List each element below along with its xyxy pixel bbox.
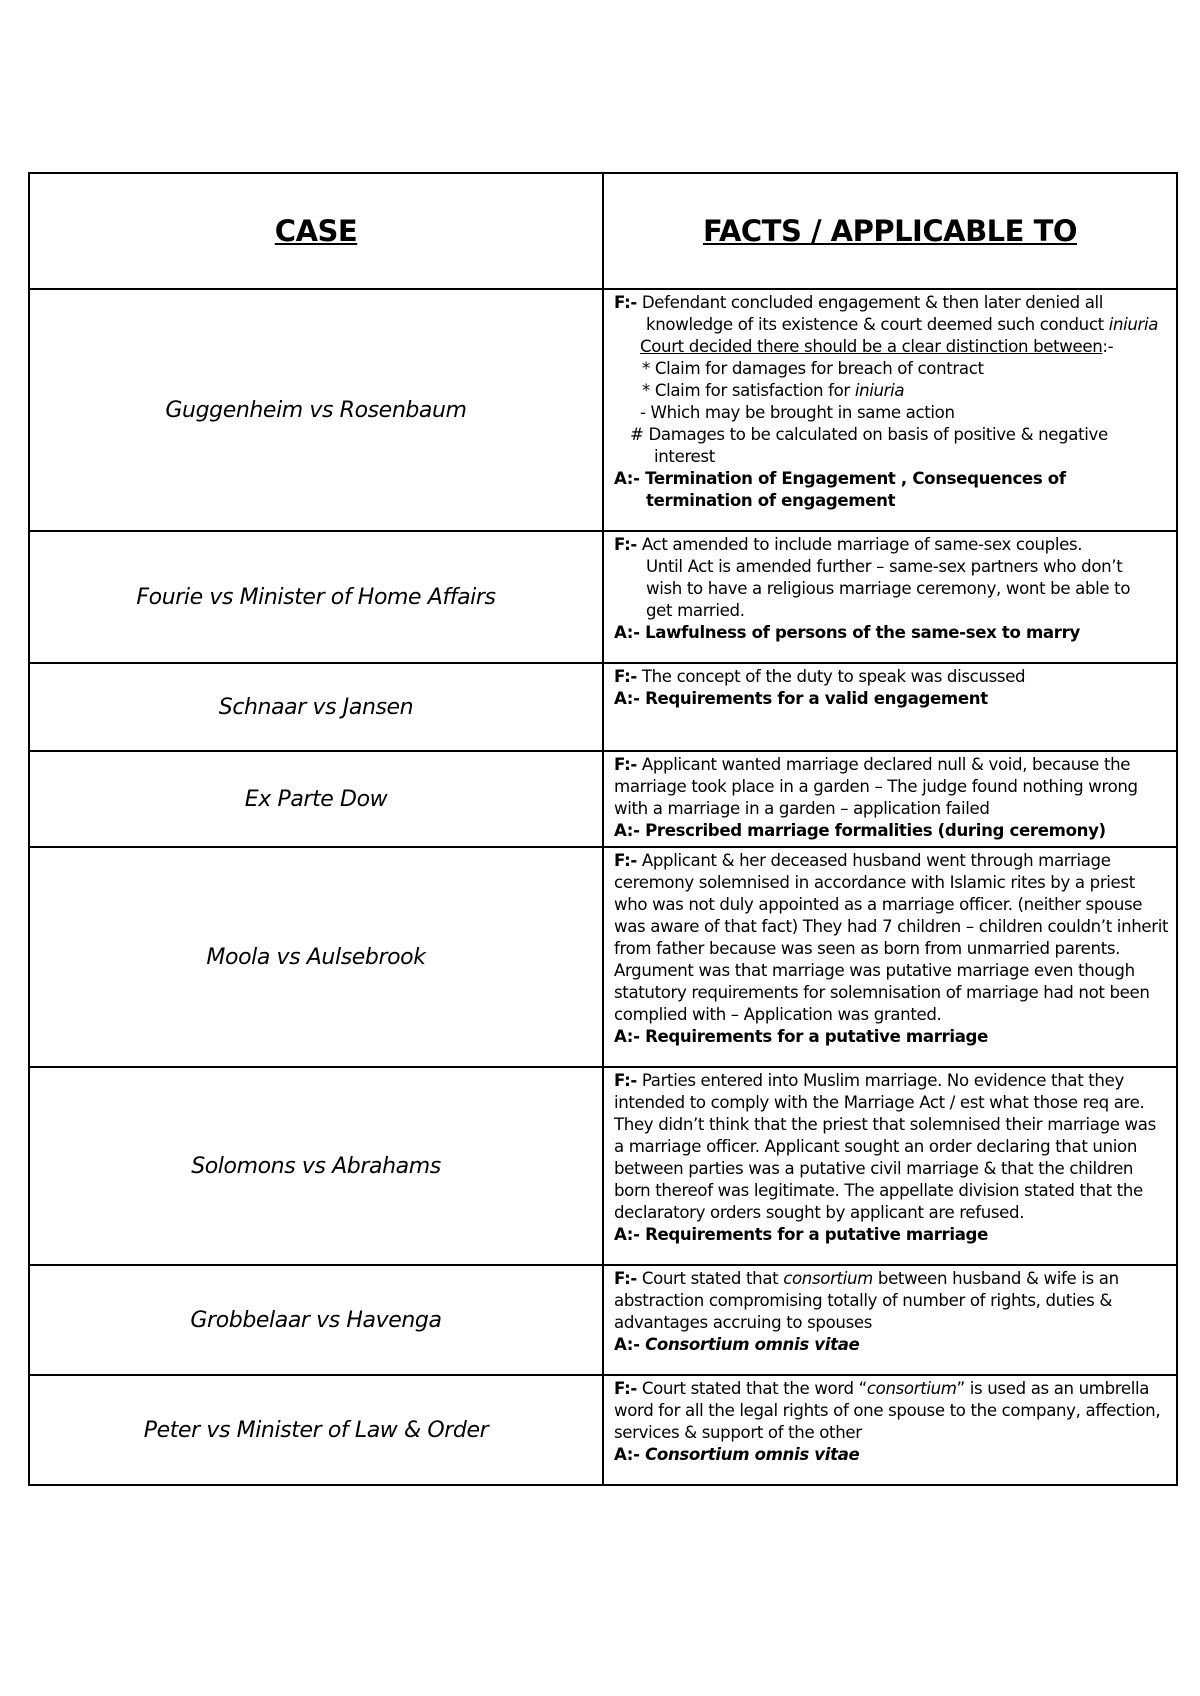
case-name: Ex Parte Dow xyxy=(29,751,603,847)
applicable-text: Consortium omnis vitae xyxy=(645,1445,860,1464)
applicable-text: Requirements for a valid engagement xyxy=(645,689,988,708)
facts-cell xyxy=(603,1375,1177,1485)
applicable-line xyxy=(614,820,1170,842)
facts-label: F:- xyxy=(614,1269,637,1288)
facts-line xyxy=(614,1268,1170,1334)
facts-text: knowledge of its existence & court deemed such conduct xyxy=(646,315,1104,334)
facts-text: Defendant concluded engagement & then later denied all xyxy=(641,293,1104,312)
case-name: Guggenheim vs Rosenbaum xyxy=(29,289,603,531)
facts-line xyxy=(614,336,1170,358)
case-name: Moola vs Aulsebrook xyxy=(29,847,603,1067)
case-name: Fourie vs Minister of Home Affairs xyxy=(29,531,603,663)
applicable-label: A:- xyxy=(614,623,640,642)
facts-cell xyxy=(603,289,1177,531)
facts-bullet: - Which may be brought in same action xyxy=(640,403,955,422)
facts-text: get married. xyxy=(646,601,745,620)
case-name: Grobbelaar vs Havenga xyxy=(29,1265,603,1375)
applicable-label: A:- xyxy=(614,469,640,488)
facts-column-header: FACTS / APPLICABLE TO xyxy=(603,173,1177,289)
facts-line xyxy=(614,380,1170,402)
applicable-line xyxy=(614,1444,1170,1466)
facts-line xyxy=(614,534,1170,556)
facts-text: Parties entered into Muslim marriage. No evidence that they intended to comply with the Marriage Act / est what those req are. They didn’t think that the priest that solemnised their marriage was a marriage officer. Applicant sought an order declaring that union between parties was a putative civil marriage & that the children born thereof was legitimate. The appellate division stated that the declaratory orders sought by applicant are refused. xyxy=(614,1071,1156,1222)
facts-italic-term: consortium xyxy=(866,1379,957,1398)
applicable-label: A:- xyxy=(614,689,640,708)
table-row xyxy=(29,1375,1177,1485)
table-row xyxy=(29,531,1177,663)
facts-underlined-text: Court decided there should be a clear distinction between xyxy=(640,337,1103,356)
facts-text: wish to have a religious marriage ceremony, wont be able to xyxy=(646,579,1131,598)
facts-line xyxy=(614,666,1170,688)
facts-label: F:- xyxy=(614,667,637,686)
case-name: Schnaar vs Jansen xyxy=(29,663,603,751)
facts-text: between husband & wife is an abstraction compromising totally of number of rights, duties & advantages accruing to spouses xyxy=(614,1269,1119,1332)
facts-text: interest xyxy=(654,447,715,466)
facts-line xyxy=(614,850,1170,1026)
facts-label: F:- xyxy=(614,293,637,312)
table-row xyxy=(29,663,1177,751)
applicable-line xyxy=(614,622,1170,644)
table-row xyxy=(29,847,1177,1067)
applicable-text: Requirements for a putative marriage xyxy=(645,1225,988,1244)
facts-cell xyxy=(603,531,1177,663)
facts-label: F:- xyxy=(614,755,637,774)
applicable-label: A:- xyxy=(614,821,640,840)
applicable-text: Requirements for a putative marriage xyxy=(645,1027,988,1046)
facts-italic-term: iniuria xyxy=(1108,315,1159,334)
facts-text: Applicant wanted marriage declared null & void, because the marriage took place in a garden – The judge found nothing wrong with a marriage in a garden – application failed xyxy=(614,755,1138,818)
facts-bullet: * Claim for damages for breach of contract xyxy=(642,359,984,378)
case-name: Peter vs Minister of Law & Order xyxy=(29,1375,603,1485)
facts-bullet: * Claim for satisfaction for xyxy=(642,381,850,400)
applicable-label: A:- xyxy=(614,1027,640,1046)
facts-line xyxy=(614,314,1170,336)
case-table xyxy=(28,172,1178,1486)
facts-text: Court stated that xyxy=(641,1269,779,1288)
facts-label: F:- xyxy=(614,535,637,554)
applicable-line xyxy=(614,1334,1170,1356)
facts-text: Until Act is amended further – same-sex partners who don’t xyxy=(646,557,1123,576)
facts-text: ” is used as an umbrella word for all the legal rights of one spouse to the company, affection, services & support of the other xyxy=(614,1379,1161,1442)
case-column-header: CASE xyxy=(29,173,603,289)
facts-text: Applicant & her deceased husband went through marriage ceremony solemnised in accordance with Islamic rites by a priest who was not duly appointed as a marriage officer. (neither spouse was aware of that fact) They had 7 children – children couldn’t inherit from father because was seen as born from unmarried parents. Argument was that marriage was putative marriage even though statutory requirements for solemnisation of marriage had not been complied with – Application was granted. xyxy=(614,851,1169,1024)
facts-line xyxy=(614,1378,1170,1444)
facts-text: Act amended to include marriage of same-sex couples. xyxy=(641,535,1083,554)
applicable-line xyxy=(614,468,1170,490)
facts-text: :- xyxy=(1102,337,1114,356)
applicable-label: A:- xyxy=(614,1445,640,1464)
applicable-text: Prescribed marriage formalities (during ceremony) xyxy=(645,821,1106,840)
applicable-line xyxy=(614,688,1170,710)
table-row xyxy=(29,751,1177,847)
case-name: Solomons vs Abrahams xyxy=(29,1067,603,1265)
facts-cell xyxy=(603,751,1177,847)
facts-cell xyxy=(603,663,1177,751)
facts-cell xyxy=(603,847,1177,1067)
applicable-text: Termination of Engagement , Consequences of xyxy=(645,469,1066,488)
facts-bullet: # Damages to be calculated on basis of positive & negative xyxy=(630,425,1108,444)
facts-text: The concept of the duty to speak was discussed xyxy=(641,667,1026,686)
table-row xyxy=(29,289,1177,531)
applicable-label: A:- xyxy=(614,1225,640,1244)
applicable-text: termination of engagement xyxy=(646,491,896,510)
applicable-text: Consortium omnis vitae xyxy=(645,1335,860,1354)
applicable-line xyxy=(614,1026,1170,1048)
facts-label: F:- xyxy=(614,851,637,870)
facts-line xyxy=(614,292,1170,314)
applicable-line xyxy=(614,1224,1170,1246)
facts-line xyxy=(614,754,1170,820)
facts-label: F:- xyxy=(614,1379,637,1398)
facts-label: F:- xyxy=(614,1071,637,1090)
applicable-label: A:- xyxy=(614,1335,640,1354)
table-header-row xyxy=(29,173,1177,289)
facts-italic-term: iniuria xyxy=(854,381,905,400)
facts-cell xyxy=(603,1265,1177,1375)
facts-cell xyxy=(603,1067,1177,1265)
facts-line xyxy=(614,1070,1170,1224)
facts-text: Court stated that the word “ xyxy=(641,1379,867,1398)
table-row xyxy=(29,1067,1177,1265)
applicable-text: Lawfulness of persons of the same-sex to marry xyxy=(645,623,1080,642)
facts-italic-term: consortium xyxy=(783,1269,873,1288)
table-row xyxy=(29,1265,1177,1375)
